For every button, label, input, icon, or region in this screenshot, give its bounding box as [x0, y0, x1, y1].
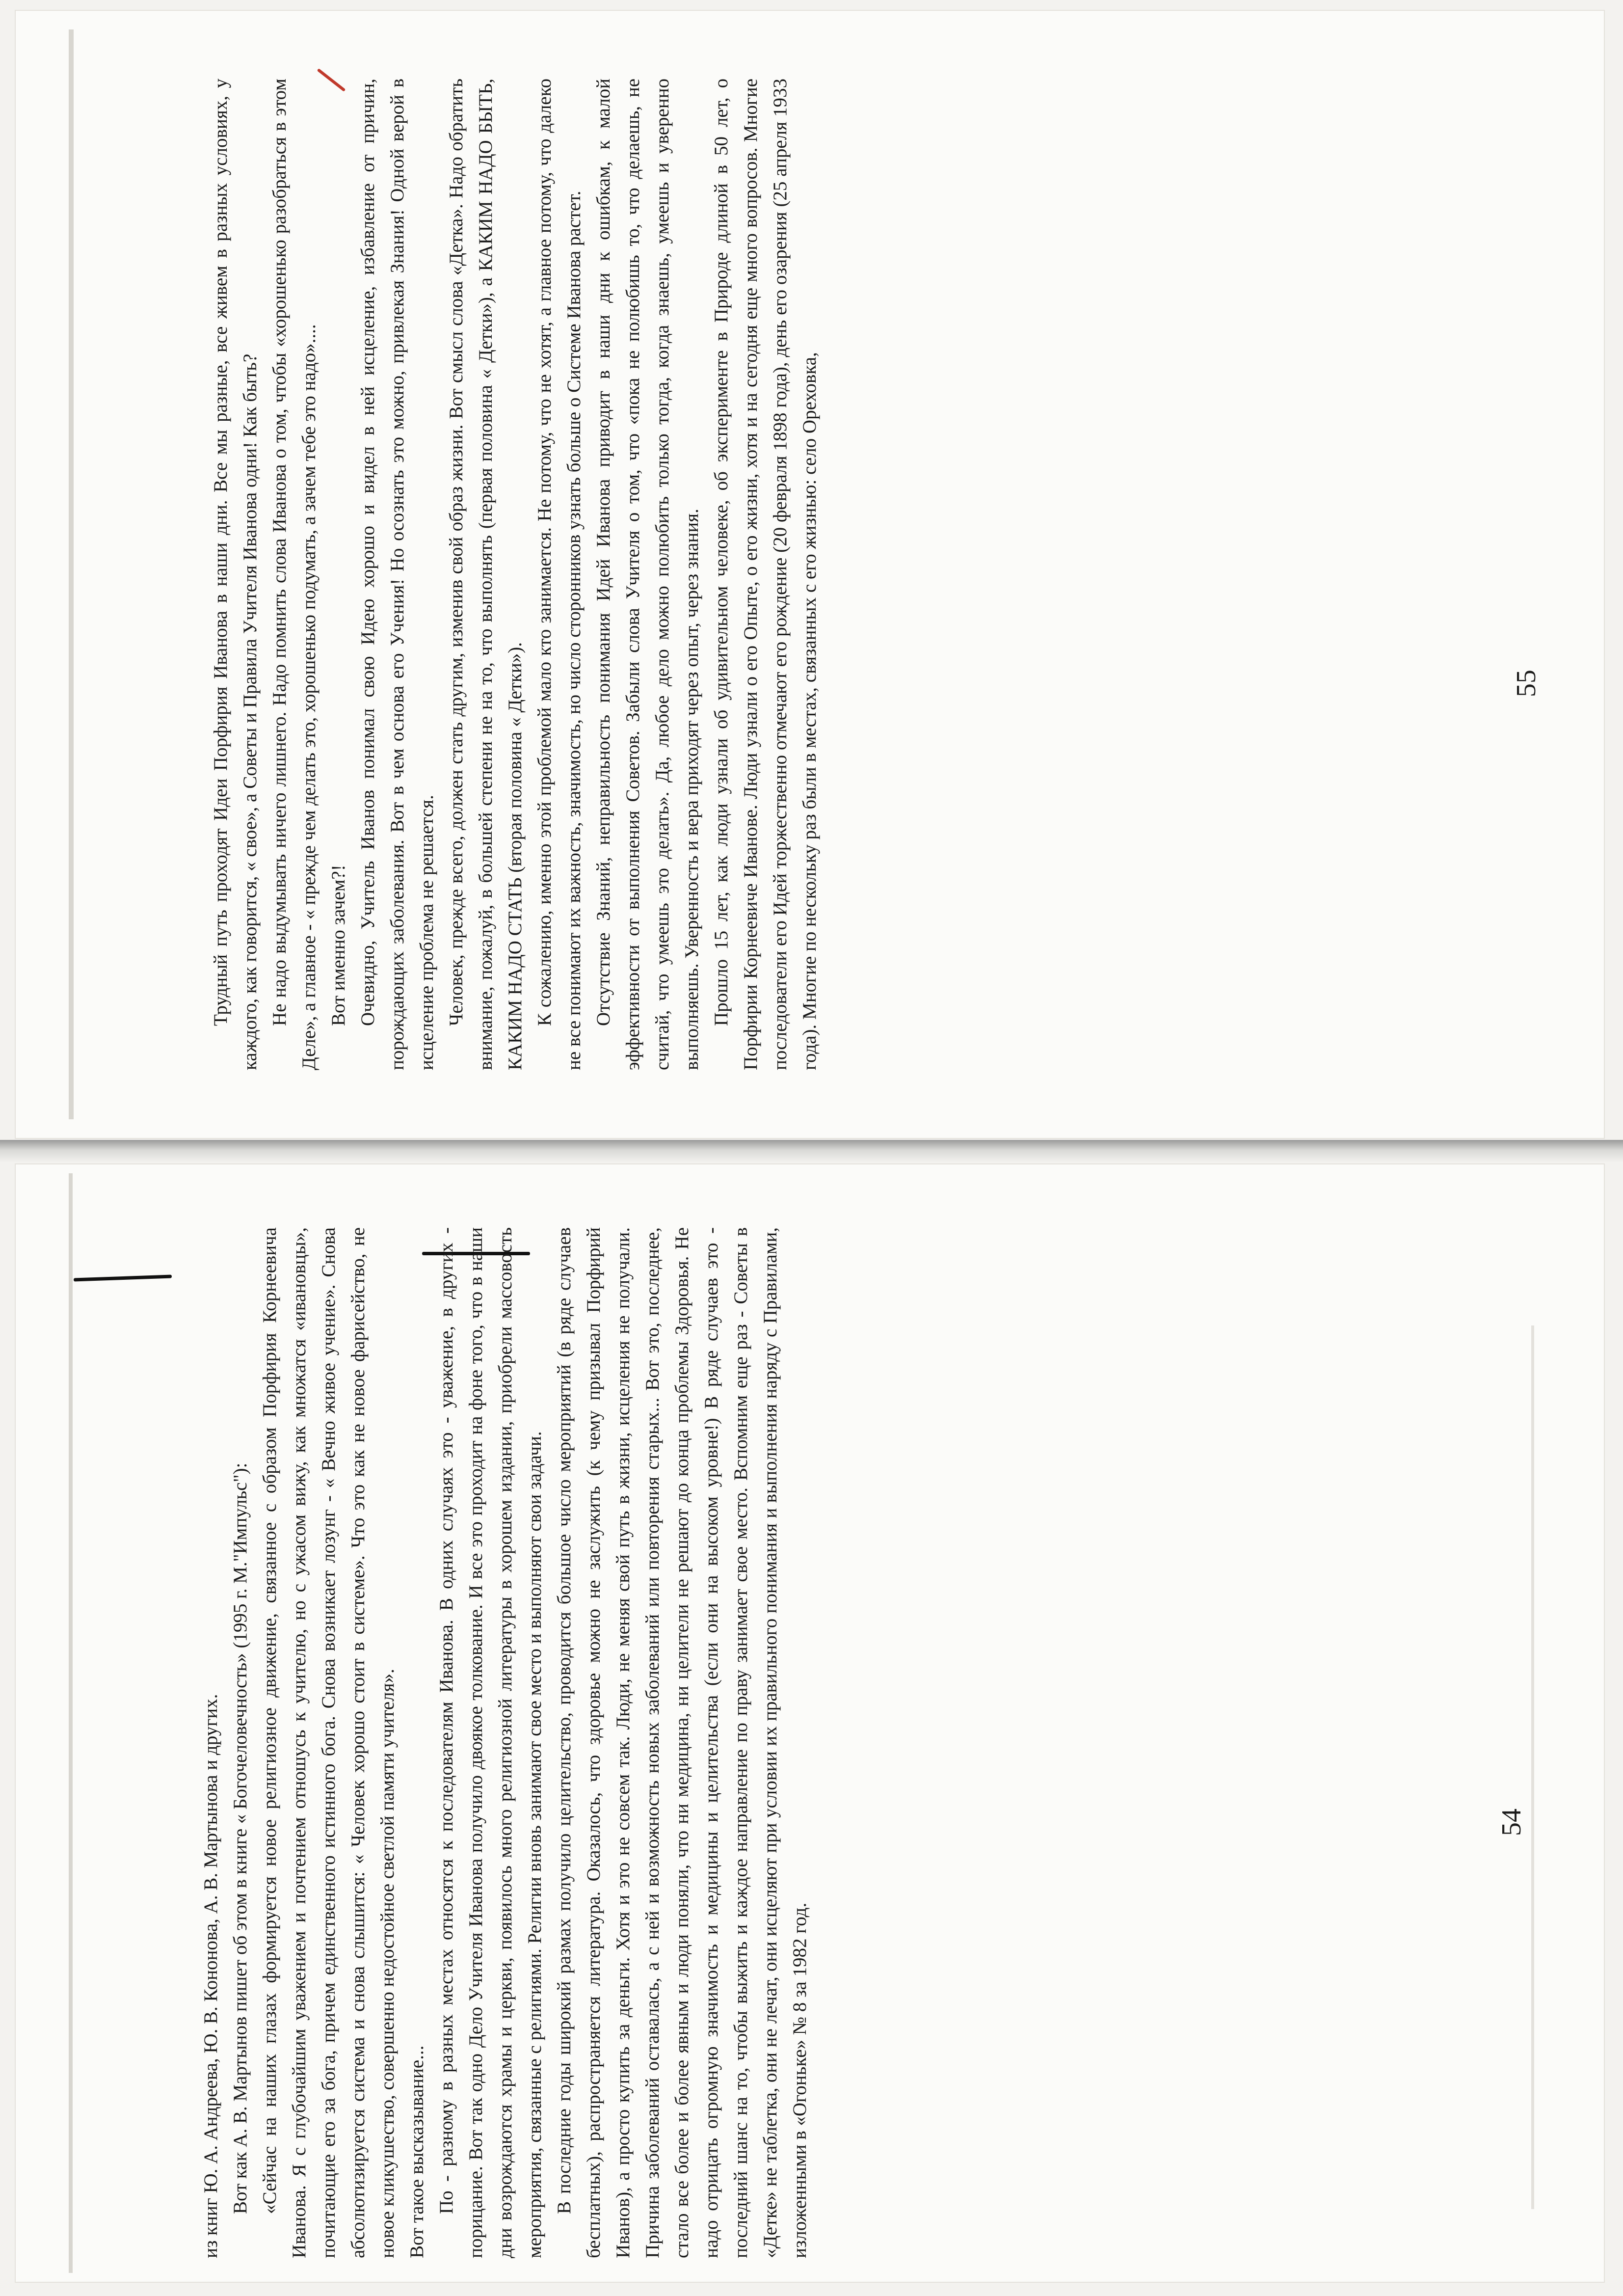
- page-55-paragraph: Прошло 15 лет, как люди узнали об удивительном человеке, об эксперименте в Природе длиной в 50 лет, о Порфирии Корнеевиче Иванове. Люди узнали о его Опыте, о его жизни, хотя и на сегодня еще много вопросов. Многие последователи его Идей торжественно отмечают его рождение (20 февраля 1898 года), день его озарения (25 апреля 1933 года). Многие по нескольку раз были в местах, связанных с его жизнью: село Ореховка,: [711, 79, 820, 1070]
- page-54-paragraph: Вот как А. В. Мартынов пишет об этом в книге « Богочеловечность» (1995 г. М."Импульс"):: [230, 1462, 251, 2214]
- page-55-paragraph: Вот именно зачем?!: [328, 864, 349, 1026]
- page-number-55: 55: [1511, 670, 1542, 697]
- page-54-paragraph: из книг Ю. А. Андреева, Ю. В. Кононова, А. В. Мартынова и других.: [200, 1694, 221, 2258]
- page-55-paragraph: К сожалению, именно этой проблемой мало кто занимается. Не потому, что не хотят, а главное потому, что далеко не все понимают их важность, значимость, но число сторонников узнать больше о Системе Иванова растет.: [534, 79, 585, 1070]
- page-55-paragraph: Очевидно, Учитель Иванов понимал свою Идею хорошо и видел в ней исцеление, избавление от причин, порождающих заболевания. Вот в чем основа его Учения! Но осознать это можно, привлекая Знания! Одной верой в исцеление проблема не решается.: [357, 79, 437, 1070]
- page-55-text: [206, 79, 825, 1070]
- scan-shadow-streak: [69, 29, 74, 1119]
- page-54-paragraph: Вот такое высказывание...: [406, 2045, 427, 2258]
- page-55-paragraph: Не надо выдумывать ничего лишнего. Надо помнить слова Иванова о том, чтобы «хорошенько разобраться в этом Деле», а главное - « прежде чем делать это, хорошенько подумать, а зачем тебе это надо»....: [269, 79, 319, 1070]
- page-54-text: [196, 1227, 815, 2258]
- scan-shadow-streak: [69, 1173, 73, 2273]
- page-54-quote: «Сейчас на наших глазах формируется новое религиозное движение, связанное с образом Порфирия Корнеевича Иванова. Я с глубочайшим уважением и почтением отношусь к учителю, но с ужасом вижу, как множатся «ивановцы», почитающие его за бога, причем единственного истинного бога. Снова возникает лозунг - « Вечно живое учение». Снова абсолютизируется система и снова слышится: « Человек хорошо стоит в системе». Что это как не новое фарисейство, не новое кликушество, совершенно недостойное светлой памяти учителя».: [259, 1227, 398, 2258]
- scan-shadow-streak: [1531, 1325, 1534, 2209]
- page-54-paragraph: По - разному в разных местах относятся к последователям Иванова. В одних случаях это - уважение, в других - порицание. Вот так одно Дело Учителя Иванова получило двоякое толкование. И все это проходит на фоне того, что в наши дни возрождаются храмы и церкви, появилось много религиозной литературы в хорошем издании, приобрели массовость мероприятия, связанные с религиями. Религии вновь занимают свое место и выполняют свои задачи.: [436, 1227, 545, 2258]
- page-number-54: 54: [1496, 1809, 1527, 1836]
- page-55-paragraph: Трудный путь проходят Идеи Порфирия Иванова в наши дни. Все мы разные, все живем в разных условиях, у каждого, как говорится, « свое», а Советы и Правила Учителя Иванова одни! Как быть?: [210, 79, 261, 1070]
- book-spine-fold: [0, 1140, 1623, 1162]
- page-55-paragraph: Человек, прежде всего, должен стать другим, изменив свой образ жизни. Вот смысл слова «Детка». Надо обратить внимание, пожалуй, в большей степени не на то, что выполнять (первая половина « Детки»), а КАКИМ НАДО БЫТЬ, КАКИМ НАДО СТАТЬ (вторая половина « Детки»).: [446, 79, 526, 1070]
- page-54-paragraph: В последние годы широкий размах получило целительство, проводится большое число мероприятий (в ряде случаев бесплатных), распространяется литература. Оказалось, что здоровье можно не заслужить (к чему призывал Порфирий Иванов), а просто купить за деньги. Хотя и это не совсем так. Люди, не меняя свой путь в жизни, исцеления не получали. Причина заболеваний оставалась, а с ней и возможность новых заболеваний или повторения старых... Вот это, последнее, стало все более и более явным и люди поняли, что ни медицина, ни целители не решают до конца проблемы Здоровья. Не надо отрицать огромную значимость и медицины и целительства (если они на высоком уровне!) В ряде случаев это - последний шанс на то, чтобы выжить и каждое направление по праву занимает свое место. Вспомним еще раз - Советы в «Детке» не таблетка, они не лечат, они исцеляют при условии их правильного понимания и выполнения наряду с Правилами, изложенными в «Огоньке» № 8 за 1982 год.: [554, 1227, 810, 2258]
- page-55-paragraph: Отсутствие Знаний, неправильность понимания Идей Иванова приводит в наши дни к ошибкам, к малой эффективности от выполнения Советов. Забыли слова Учителя о том, что «пока не полюбишь то, что делаешь, не считай, что умеешь это делать». Да, любое дело можно полюбить только тогда, когда знаешь, умеешь и уверенно выполняешь. Уверенность и вера приходят через опыт, через знания.: [593, 79, 702, 1070]
